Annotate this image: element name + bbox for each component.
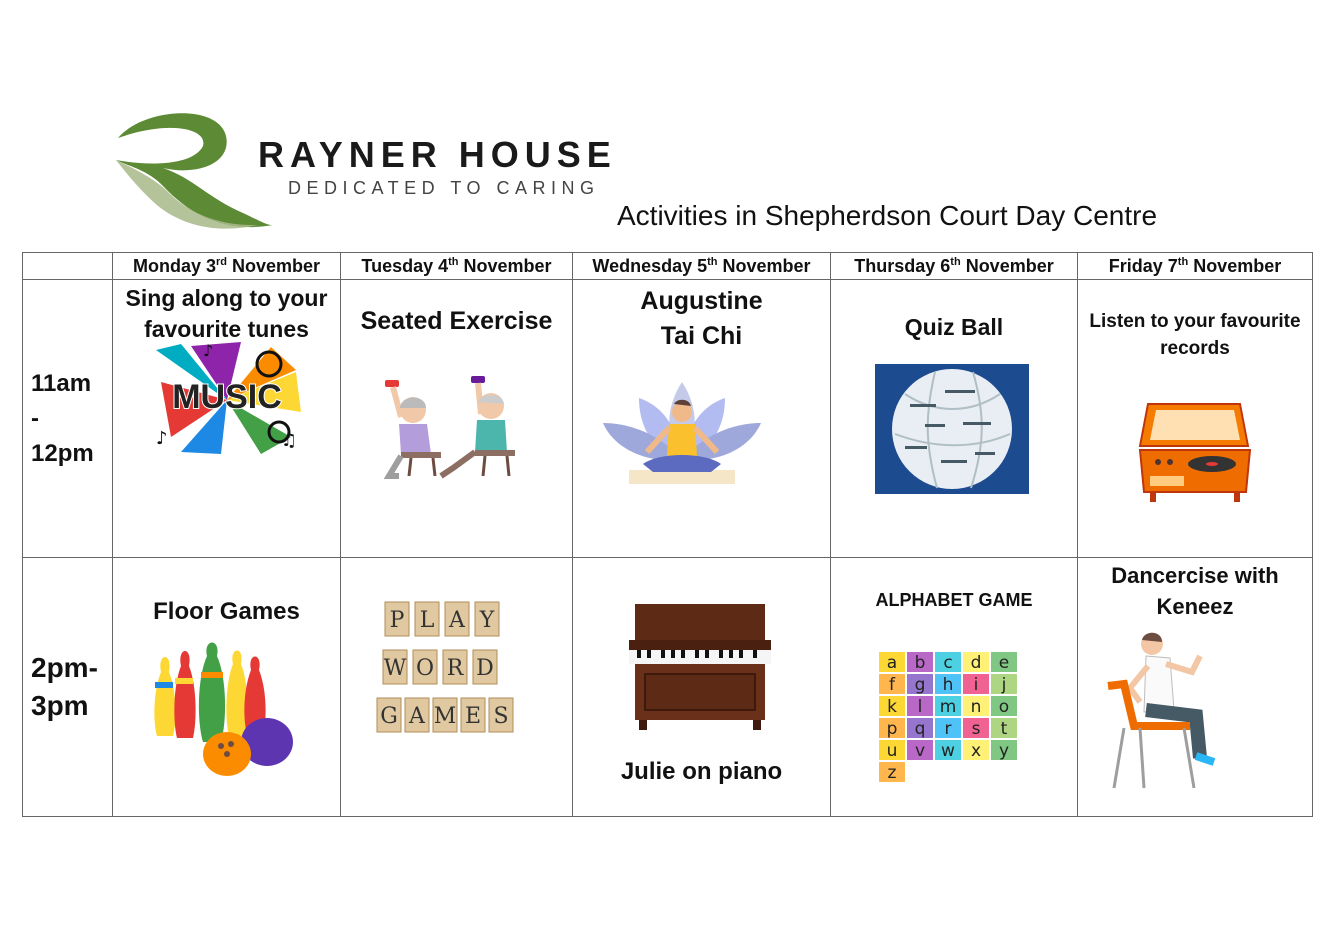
svg-text:f: f (889, 675, 895, 695)
day-header-friday: Friday 7th November (1078, 253, 1313, 280)
alphabet-tile (935, 674, 961, 695)
activity-title: Dancercise with (1111, 563, 1279, 588)
time-slot-morning: 11am - 12pm (23, 280, 113, 558)
alphabet-tile (879, 696, 905, 717)
alphabet-image (877, 650, 1021, 783)
alphabet-tile (879, 674, 905, 695)
svg-text:y: y (998, 741, 1010, 761)
svg-text:n: n (970, 697, 982, 717)
word-tile (413, 650, 437, 684)
svg-text:♪: ♪ (203, 341, 214, 360)
play-word-games-image (375, 598, 525, 738)
activity-cell-friday-am (1078, 280, 1313, 558)
quiz-ball-image (875, 364, 1029, 494)
svg-text:i: i (973, 675, 979, 695)
alphabet-tile (879, 652, 905, 673)
svg-text:A: A (449, 608, 465, 633)
word-tile (383, 650, 407, 684)
activity-title: Listen to your favourite (1089, 311, 1301, 332)
activity-cell-monday-pm (113, 558, 341, 817)
activities-table (22, 252, 1313, 817)
svg-text:W: W (383, 656, 407, 681)
morning-row (23, 280, 1313, 558)
svg-text:t: t (1000, 719, 1008, 739)
music-word: MUSIC (172, 378, 282, 416)
alphabet-tile (935, 740, 961, 761)
alphabet-tile (991, 652, 1017, 673)
svg-text:s: s (971, 719, 981, 739)
svg-text:k: k (887, 697, 897, 717)
logo-name: RAYNER HOUSE (258, 134, 617, 175)
alphabet-tile (991, 718, 1017, 739)
activity-cell-friday-pm (1078, 558, 1313, 817)
alphabet-tile (907, 740, 933, 761)
svg-text:x: x (970, 741, 982, 761)
svg-text:b: b (914, 653, 926, 673)
activity-title: records (1160, 338, 1230, 359)
alphabet-tile (991, 740, 1017, 761)
day-header-wednesday: Wednesday 5th November (573, 253, 831, 280)
alphabet-tile (963, 696, 989, 717)
activity-cell-monday-am (113, 280, 341, 558)
alphabet-tile (963, 674, 989, 695)
music-image (151, 342, 303, 458)
activity-cell-thursday-pm (831, 558, 1078, 817)
time-slot-afternoon: 2pm- 3pm (23, 558, 113, 817)
svg-text:p: p (886, 719, 898, 739)
activity-cell-tuesday-pm (341, 558, 573, 817)
svg-text:L: L (419, 608, 435, 633)
svg-text:m: m (939, 697, 957, 717)
svg-text:M: M (433, 704, 457, 729)
alphabet-tile (963, 652, 989, 673)
svg-text:a: a (886, 653, 898, 673)
svg-text:P: P (389, 608, 405, 633)
activity-title: favourite tunes (144, 316, 309, 342)
svg-text:c: c (943, 653, 953, 673)
svg-text:e: e (998, 653, 1010, 673)
dancercise-image (1104, 630, 1234, 792)
svg-text:♪: ♪ (156, 428, 168, 449)
bowling-image (147, 642, 295, 776)
alphabet-tile (935, 696, 961, 717)
corner-cell (23, 253, 113, 280)
svg-text:q: q (914, 719, 926, 739)
record-player-image (1136, 400, 1254, 504)
alphabet-tile (907, 696, 933, 717)
word-tile (461, 698, 485, 732)
alphabet-tile (907, 652, 933, 673)
alphabet-tile (935, 718, 961, 739)
activity-title: Tai Chi (660, 322, 743, 350)
afternoon-row (23, 558, 1313, 817)
alphabet-tile (907, 674, 933, 695)
word-tile (405, 698, 429, 732)
page-title: Activities in Shepherdson Court Day Centre (617, 200, 1158, 231)
activity-title: Floor Games (153, 598, 300, 625)
activity-title: ALPHABET GAME (875, 590, 1033, 610)
svg-text:g: g (914, 675, 926, 695)
svg-text:G: G (380, 704, 398, 729)
activity-title: Julie on piano (620, 758, 783, 785)
svg-text:l: l (917, 697, 923, 717)
header-row (23, 253, 1313, 280)
svg-text:d: d (970, 653, 982, 673)
alphabet-tile (879, 718, 905, 739)
word-tile (433, 698, 457, 732)
alphabet-tile (879, 740, 905, 761)
activity-cell-tuesday-am (341, 280, 573, 558)
svg-text:D: D (476, 656, 494, 681)
word-tile (415, 602, 439, 636)
svg-text:R: R (446, 656, 464, 681)
activity-title: Quiz Ball (904, 314, 1004, 340)
activity-title: Augustine (640, 287, 763, 315)
meditation-image (599, 378, 765, 488)
svg-text:w: w (941, 741, 955, 761)
activity-cell-wednesday-am (573, 280, 831, 558)
svg-text:j: j (1001, 675, 1007, 695)
activity-title: Seated Exercise (360, 307, 553, 335)
svg-text:S: S (493, 704, 509, 729)
activity-cell-thursday-am (831, 280, 1078, 558)
piano-image (625, 600, 775, 734)
alphabet-tile (935, 652, 961, 673)
logo-tagline: DEDICATED TO CARING (288, 178, 600, 198)
word-tile (445, 602, 469, 636)
day-header-monday: Monday 3rd November (113, 253, 341, 280)
svg-text:♫: ♫ (281, 430, 298, 451)
alphabet-tile (963, 740, 989, 761)
activity-title: Sing along to your (125, 285, 328, 311)
word-tile (385, 602, 409, 636)
svg-text:v: v (914, 741, 926, 761)
alphabet-tile (991, 696, 1017, 717)
alphabet-tile (907, 718, 933, 739)
logo-swoosh-icon (108, 108, 268, 233)
word-tile (377, 698, 401, 732)
seated-exercise-image (371, 372, 541, 484)
word-tile (443, 650, 467, 684)
svg-text:O: O (415, 656, 435, 681)
alphabet-tile (963, 718, 989, 739)
activity-title: Keneez (1156, 594, 1234, 619)
svg-text:E: E (464, 704, 482, 729)
day-header-thursday: Thursday 6th November (831, 253, 1078, 280)
svg-text:z: z (887, 763, 897, 783)
alphabet-tile (879, 762, 905, 783)
svg-text:Y: Y (479, 608, 495, 633)
svg-text:A: A (409, 704, 425, 729)
svg-text:r: r (944, 719, 952, 739)
rayner-house-logo (108, 108, 628, 233)
word-tile (473, 650, 497, 684)
day-header-tuesday: Tuesday 4th November (341, 253, 573, 280)
activity-cell-wednesday-pm (573, 558, 831, 817)
alphabet-tile (991, 674, 1017, 695)
word-tile (475, 602, 499, 636)
svg-text:o: o (998, 697, 1010, 717)
word-tile (489, 698, 513, 732)
svg-text:u: u (886, 741, 898, 761)
svg-text:h: h (942, 675, 954, 695)
